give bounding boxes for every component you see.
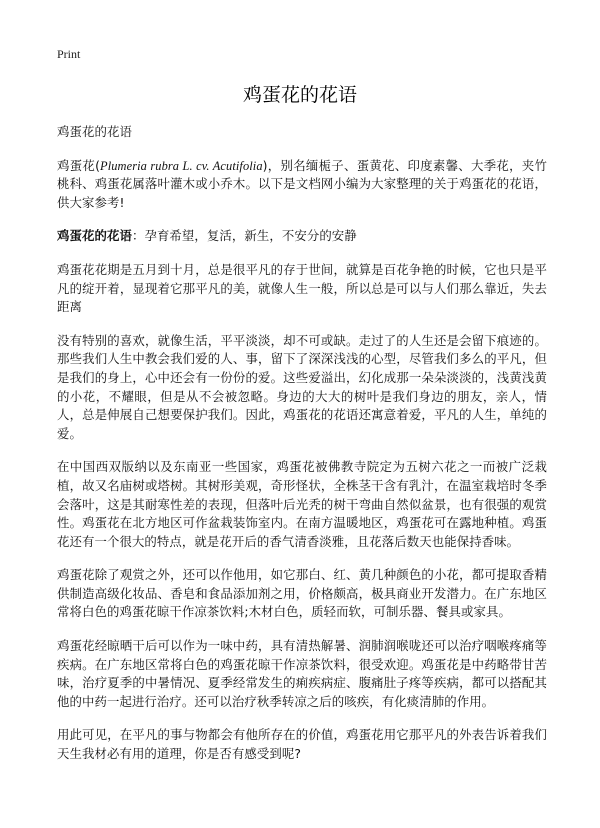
flower-language-label: 鸡蛋花的花语 xyxy=(57,228,132,244)
page-title: 鸡蛋花的花语 xyxy=(242,84,357,106)
paragraph-uses: 鸡蛋花除了观赏之外，还可以作他用，如它那白、红、黄几种颜色的小花，都可提取香精供制造高级化妆品、香皂和食品添加剂之用，价格颇高，极具商业开发潜力。在广东地区常将白色的鸡蛋花晾干作凉茶饮料;木材白色，质轻而软，可制乐器、餐具或家具。 xyxy=(57,567,547,620)
flower-language-text: 孕育希望，复活，新生，不安分的安静 xyxy=(144,228,357,244)
intro-post: )，别名缅栀子、蛋黄花、印度素馨、大季花，夹竹桃科、鸡蛋花属落叶灌木或小乔木。以下是文档网小编为大家整理的关于鸡蛋花的花语，供大家参考! xyxy=(57,157,548,210)
paragraph-love: 没有特别的喜欢，就像生活，平平淡淡，却不可或缺。走过了的人生还是会留下痕迹的。那些我们人生中教会我们爱的人、事，留下了深深浅浅的心型，尽管我们多么的平凡，但是我们的身上，心中还会有一份份的爱。这些爱溢出，幻化成那一朵朵淡淡的，浅黄浅黄的小花，不耀眼，但是从不会被忽略。身边的大大的树叶是我们身边的朋友，亲人，情人，总是伸展自己想要保护我们。因此，鸡蛋花的花语还寓意着爱，平凡的人生，单纯的爱。 xyxy=(57,332,547,441)
flower-language-paragraph xyxy=(57,227,547,246)
intro-pre: 鸡蛋花( xyxy=(57,157,101,173)
flower-language-colon: ： xyxy=(131,228,145,244)
intro-paragraph xyxy=(57,157,547,213)
article-subtitle: 鸡蛋花的花语 xyxy=(57,124,132,139)
latin-name: Plumeria rubra L. cv. Acutifolia xyxy=(100,158,263,173)
paragraph-medicine: 鸡蛋花经晾晒干后可以作为一味中药，具有清热解暑、润肺润喉咙还可以治疗咽喉疼痛等疾病。在广东地区常将白色的鸡蛋花晾干作凉茶饮料，很受欢迎。鸡蛋花是中药略带甘苦味，治疗夏季的中暑情况、夏季经常发生的痢疾病症、腹痛肚子疼等疾病，都可以搭配其他的中药一起进行治疗。还可以治疗秋季转凉之后的咳疾，有化痰清肺的作用。 xyxy=(57,638,547,709)
paragraph-conclusion: 用此可见，在平凡的事与物都会有他所存在的价值，鸡蛋花用它那平凡的外表告诉着我们天生我材必有用的道理，你是否有感受到呢? xyxy=(57,727,547,762)
paragraph-bloom: 鸡蛋花花期是五月到十月，总是很平凡的存于世间，就算是百花争艳的时候，它也只是平凡的绽开着，显现着它那平凡的美，就像人生一般，所以总是可以与人们那么靠近，失去距离 xyxy=(57,261,547,315)
print-label: Print xyxy=(57,47,81,61)
article-body xyxy=(57,123,547,779)
paragraph-temple-tree: 在中国西双版纳以及东南亚一些国家，鸡蛋花被佛教寺院定为五树六花之一而被广泛栽植，故又名庙树或塔树。其树形美观，奇形怪状，全株茎干含有乳汁，在温室栽培时冬季会落叶，这是其耐寒性差的表现，但落叶后光秃的树干弯曲自然似盆景，也有很强的观赏性。鸡蛋花在北方地区可作盆栽装饰室内。在南方温暖地区，鸡蛋花可在露地种植。鸡蛋花还有一个很大的特点，就是花开后的香气清香淡雅，且花落后数天也能保持香味。 xyxy=(57,459,547,549)
